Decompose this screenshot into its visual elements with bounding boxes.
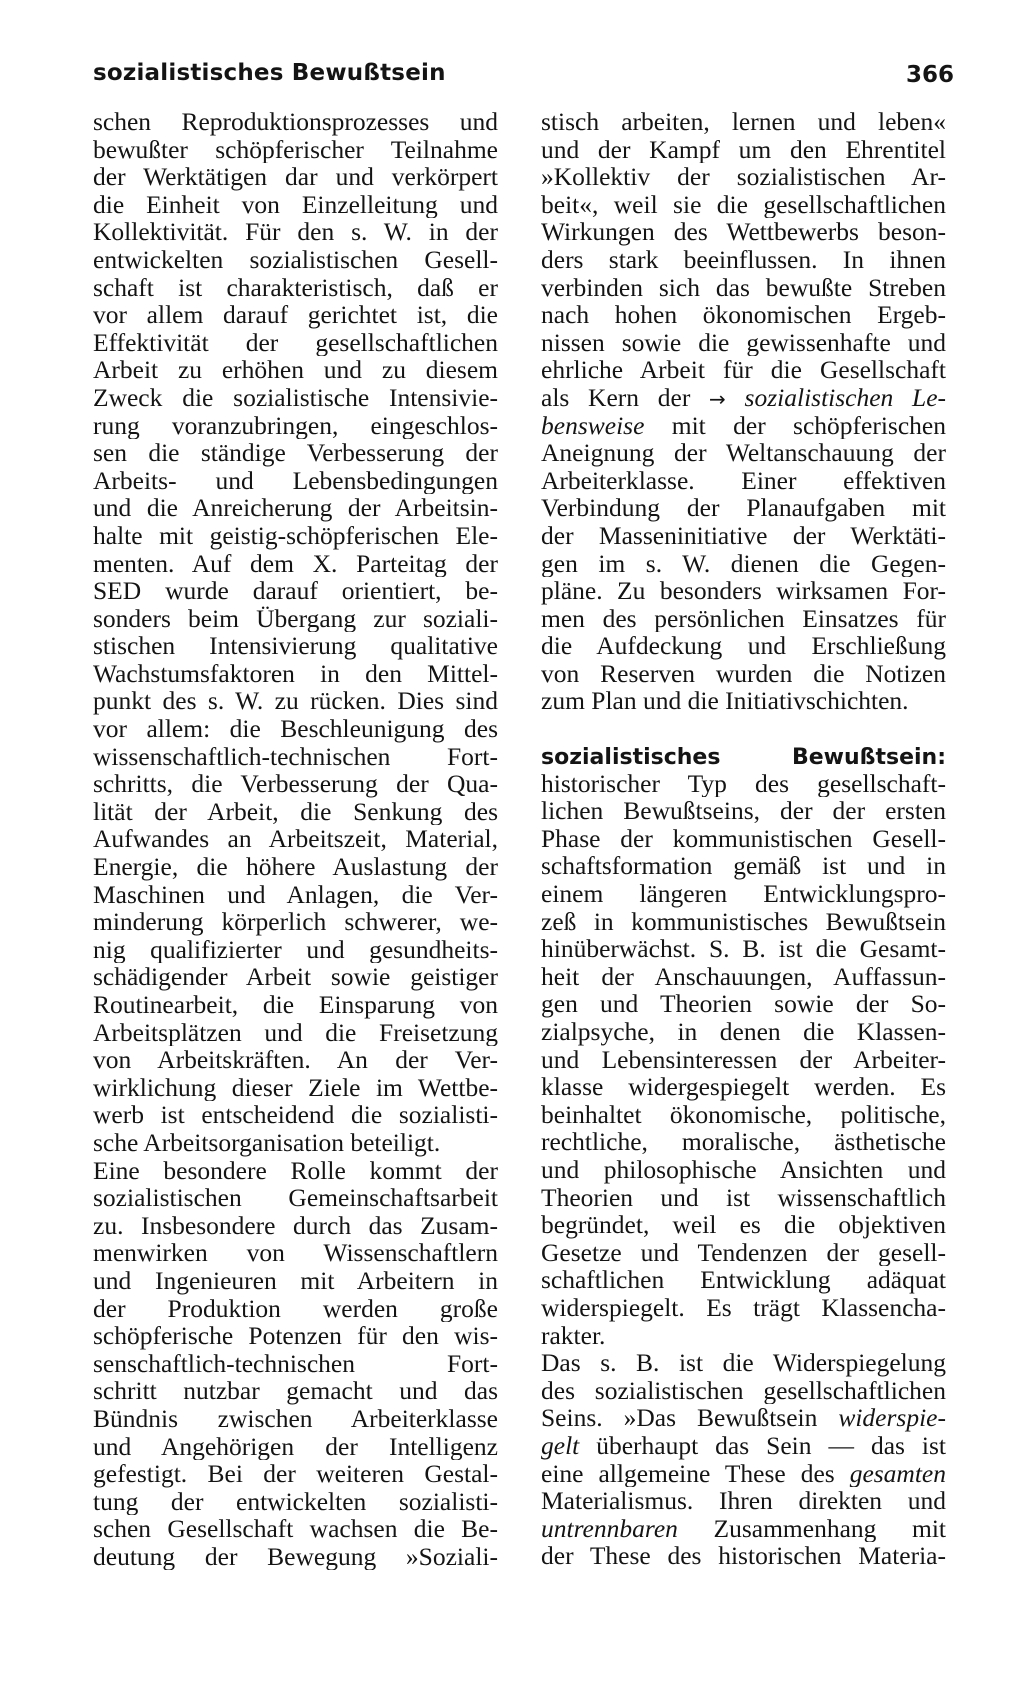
text-line: und philosophische Ansichten und <box>541 1155 946 1184</box>
text-line: und Lebensinteressen der Arbeiter- <box>541 1045 946 1074</box>
entry-body <box>541 770 946 1405</box>
section-continuation-rest <box>541 439 946 715</box>
text-line-quote-3 <box>541 1460 946 1488</box>
text-line: rakter. <box>541 1321 606 1350</box>
text-line: sen die ständige Verbesserung der <box>93 439 498 467</box>
italic-fragment: widerspie- <box>838 1404 946 1432</box>
text-line: schaftsformation gemäß ist und in <box>541 852 946 881</box>
text-line: »Kollektiv der sozialistischen Ar- <box>541 163 946 191</box>
text-line-quote-5 <box>541 1515 946 1543</box>
text-line: deutung der Bewegung »Soziali- <box>93 1542 498 1571</box>
text-line: Phase der kommunistischen Gesell- <box>541 824 946 853</box>
text-fragment: Seins. »Das Bewußtsein <box>541 1404 818 1432</box>
text-line: Eine besondere Rolle kommt der <box>93 1156 498 1185</box>
text-line: halte mit geistig-schöpferischen Ele- <box>93 521 498 550</box>
text-line: schen Reproduktionsprozesses und <box>93 108 498 136</box>
text-line: rechtliche, moralische, ästhetische <box>541 1128 946 1156</box>
text-line: vor allem darauf gerichtet ist, die <box>93 301 498 329</box>
text-line: menten. Auf dem X. Parteitag der <box>93 549 498 578</box>
text-fragment: als Kern der <box>541 383 691 412</box>
text-line: zeß in kommunistisches Bewußtsein <box>541 907 946 936</box>
text-line: zu. Insbesondere durch das Zusam- <box>93 1211 498 1240</box>
text-line: schädigender Arbeit sowie geistiger <box>93 963 498 991</box>
italic-fragment: gesamten <box>849 1459 946 1488</box>
text-fragment: eine allgemeine These des <box>541 1459 835 1488</box>
text-line-quote-2 <box>541 1432 946 1460</box>
text-line: zialpsyche, in denen die Klassen- <box>541 1018 946 1046</box>
text-line: pläne. Zu besonders wirksamen For- <box>541 577 946 605</box>
text-line: begründet, weil es die objektiven <box>541 1211 946 1239</box>
text-line: schen Gesellschaft wachsen die Be- <box>93 1515 498 1543</box>
text-line: Bündnis zwischen Arbeiterklasse <box>93 1404 498 1433</box>
text-line: schaftlichen Entwicklung adäquat <box>541 1266 946 1294</box>
text-line: Verbindung der Planaufgaben mit <box>541 494 946 522</box>
text-line: der Masseninitiative der Werktäti- <box>541 521 946 550</box>
text-line: senschaftlich-technischen Fort- <box>93 1349 498 1378</box>
text-line: SED wurde darauf orientiert, be- <box>93 577 498 605</box>
text-line: Zweck die sozialistische Intensivie- <box>93 383 498 412</box>
right-column <box>541 108 946 1570</box>
text-line: ders stark beeinflussen. In ihnen <box>541 245 946 274</box>
text-line: sche Arbeitsorganisation beteiligt. <box>93 1128 441 1157</box>
text-line: Maschinen und Anlagen, die Ver- <box>93 880 498 909</box>
running-head: sozialistisches Bewußtsein <box>93 60 446 86</box>
text-line: vor allem: die Beschleunigung des <box>93 715 498 743</box>
text-line: sonders beim Übergang zur soziali- <box>93 604 498 633</box>
text-line: gen und Theorien sowie der So- <box>541 990 946 1018</box>
text-line: Effektivität der gesellschaftlichen <box>93 328 498 357</box>
text-line-quote-1 <box>541 1404 946 1432</box>
text-line: Arbeiterklasse. Einer effektiven <box>541 466 946 495</box>
cross-reference-link-cont[interactable]: bensweise <box>541 411 645 440</box>
text-fragment: mit der schöpferischen <box>671 411 946 440</box>
text-line: Theorien und ist wissenschaftlich <box>541 1183 946 1212</box>
text-line: und Ingenieuren mit Arbeitern in <box>93 1266 498 1295</box>
text-line-quote-4: Materialismus. Ihren direkten und <box>541 1487 946 1515</box>
text-line: widerspiegelt. Es trägt Klassencha- <box>541 1293 946 1322</box>
cross-reference-link[interactable]: sozialistischen Le- <box>744 383 946 412</box>
text-line: schritt nutzbar gemacht und das <box>93 1377 498 1405</box>
text-line: Kollektivität. Für den s. W. in der <box>93 218 498 246</box>
text-line: Gesetze und Tendenzen der gesell- <box>541 1238 946 1267</box>
text-line: sozialistischen Gemeinschaftsarbeit <box>93 1184 498 1212</box>
entry-heading-line <box>541 742 946 770</box>
text-line: die Aufdeckung und Erschließung <box>541 632 946 660</box>
text-fragment: überhaupt das Sein — das ist <box>596 1431 946 1460</box>
left-column <box>93 108 498 1570</box>
text-line: heit der Anschauungen, Auffassun- <box>541 962 946 991</box>
text-line: lichen Bewußtseins, der der ersten <box>541 797 946 825</box>
text-line: und Angehörigen der Intelligenz <box>93 1432 498 1461</box>
text-line: schaft ist charakteristisch, daß er <box>93 273 498 302</box>
text-line: gefestigt. Bei der weiteren Gestal- <box>93 1460 498 1488</box>
text-line: Wirkungen des Wettbewerbs beson- <box>541 218 946 246</box>
text-line: punkt des s. W. zu rücken. Dies sind <box>93 687 498 716</box>
text-line: von Arbeitskräften. An der Ver- <box>93 1046 498 1074</box>
text-line: Arbeitsplätzen und die Freisetzung <box>93 1018 498 1047</box>
text-line: beinhaltet ökonomische, politische, <box>541 1100 946 1129</box>
cross-reference-arrow-icon: → <box>709 386 726 411</box>
text-line: Das s. B. ist die Widerspiegelung <box>541 1349 946 1377</box>
text-line: nach hohen ökonomischen Ergeb- <box>541 301 946 329</box>
text-line: ehrliche Arbeit für die Gesellschaft <box>541 356 946 384</box>
section-continuation <box>541 108 946 384</box>
text-line: schöpferische Potenzen für den wis- <box>93 1322 498 1350</box>
text-line: minderung körperlich schwerer, we- <box>93 908 498 936</box>
text-line: Aufwandes an Arbeitszeit, Material, <box>93 825 498 854</box>
text-line: Routinearbeit, die Einsparung von <box>93 991 498 1019</box>
text-line-cross-reference <box>541 384 946 412</box>
text-line: entwickelten sozialistischen Gesell- <box>93 245 498 274</box>
text-line: wirklichung dieser Ziele im Wettbe- <box>93 1073 498 1102</box>
text-line: Wachstumsfaktoren in den Mittel- <box>93 659 498 688</box>
text-line: lität der Arbeit, die Senkung des <box>93 797 498 826</box>
text-fragment: Zusammenhang mit <box>713 1514 946 1543</box>
text-line: historischer Typ des gesellschaft- <box>541 769 946 798</box>
text-line: einem längeren Entwicklungspro- <box>541 880 946 908</box>
text-line-cross-reference-cont <box>541 412 946 440</box>
text-line: beit«, weil sie die gesellschaftlichen <box>541 190 946 219</box>
italic-fragment: gelt <box>541 1431 580 1460</box>
text-line: nig qualifizierter und gesundheits- <box>93 935 498 964</box>
paragraph-gap <box>541 715 946 742</box>
text-line: und die Anreicherung der Arbeitsin- <box>93 494 498 522</box>
text-line: nissen sowie die gewissenhafte und <box>541 328 946 357</box>
text-line-quote-6: der These des historischen Materia- <box>541 1542 946 1570</box>
text-line: Aneignung der Weltanschauung der <box>541 439 946 467</box>
text-line: Arbeits- und Lebensbedingungen <box>93 466 498 495</box>
text-line: werb ist entscheidend die sozialisti- <box>93 1101 498 1129</box>
text-line: die Einheit von Einzelleitung und <box>93 190 498 219</box>
italic-fragment: untrennbaren <box>541 1514 678 1543</box>
text-line: der Werktätigen dar und verkörpert <box>93 163 498 191</box>
text-line: zum Plan und die Initiativschichten. <box>541 687 909 716</box>
text-line: des sozialistischen gesellschaftlichen <box>541 1376 946 1405</box>
text-line: Arbeit zu erhöhen und zu diesem <box>93 356 498 384</box>
text-line: tung der entwickelten sozialisti- <box>93 1487 498 1516</box>
page-number: 366 <box>906 62 955 88</box>
text-line: men des persönlichen Einsatzes für <box>541 604 946 633</box>
text-line: rung voranzubringen, eingeschlos- <box>93 411 498 440</box>
text-line: und der Kampf um den Ehrentitel <box>541 135 946 164</box>
text-line: gen im s. W. dienen die Gegen- <box>541 549 946 578</box>
text-line: stisch arbeiten, lernen und leben« <box>541 108 946 136</box>
text-line: schritts, die Verbesserung der Qua- <box>93 770 498 798</box>
text-line: menwirken von Wissenschaftlern <box>93 1239 498 1267</box>
text-line: der Produktion werden große <box>93 1294 498 1323</box>
text-line: klasse widergespiegelt werden. Es <box>541 1073 946 1101</box>
text-line: bewußter schöpferischer Teilnahme <box>93 135 498 164</box>
text-line: wissenschaftlich-technischen Fort- <box>93 742 498 771</box>
text-line: hinüberwächst. S. B. ist die Gesamt- <box>541 935 946 963</box>
text-line: von Reserven wurden die Notizen <box>541 659 946 688</box>
text-line: verbinden sich das bewußte Streben <box>541 273 946 302</box>
text-line: Energie, die höhere Auslastung der <box>93 853 498 881</box>
entry-headword: sozialistisches Bewußtsein: <box>541 745 946 770</box>
text-line: stischen Intensivierung qualitative <box>93 632 498 660</box>
